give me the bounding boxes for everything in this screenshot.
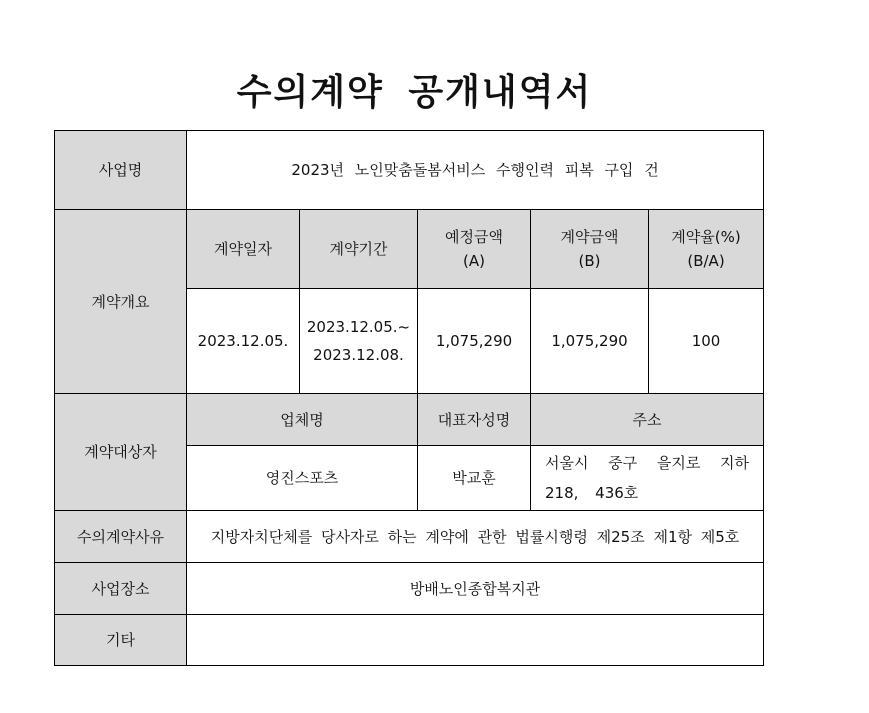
contract-rate-value: 100 bbox=[649, 289, 764, 394]
contract-amount-header-line2: (B) bbox=[578, 252, 601, 270]
estimated-amount-header bbox=[418, 210, 531, 289]
estimated-amount-value: 1,075,290 bbox=[418, 289, 531, 394]
estimated-amount-header-line1: 예정금액 bbox=[445, 228, 503, 246]
contract-amount-header bbox=[531, 210, 649, 289]
contract-rate-header bbox=[649, 210, 764, 289]
contract-summary-label: 계약개요 bbox=[55, 210, 187, 394]
contract-disclosure-table bbox=[54, 130, 764, 666]
contract-period-end: 2023.12.08. bbox=[313, 346, 404, 364]
company-name-value: 영진스포츠 bbox=[187, 446, 418, 511]
representative-value: 박교훈 bbox=[418, 446, 531, 511]
contract-amount-value: 1,075,290 bbox=[531, 289, 649, 394]
representative-header: 대표자성명 bbox=[418, 394, 531, 446]
address-value: 서울시 중구 을지로 지하 218, 436호 bbox=[531, 446, 764, 511]
contract-amount-header-line1: 계약금액 bbox=[560, 228, 619, 246]
contract-date-header: 계약일자 bbox=[187, 210, 300, 289]
contract-rate-header-line2: (B/A) bbox=[687, 252, 725, 270]
project-location-label: 사업장소 bbox=[55, 563, 187, 615]
contract-rate-header-line1: 계약율(%) bbox=[671, 228, 741, 246]
project-name-label: 사업명 bbox=[55, 131, 187, 210]
project-name-value: 2023년 노인맞춤돌봄서비스 수행인력 피복 구입 건 bbox=[187, 131, 764, 210]
other-value bbox=[187, 615, 764, 666]
estimated-amount-header-line2: (A) bbox=[463, 252, 485, 270]
contract-period-header: 계약기간 bbox=[300, 210, 418, 289]
contract-date-value: 2023.12.05. bbox=[187, 289, 300, 394]
project-location-value: 방배노인종합복지관 bbox=[187, 563, 764, 615]
company-name-header: 업체명 bbox=[187, 394, 418, 446]
document-title: 수의계약 공개내역서 bbox=[236, 72, 593, 113]
contract-period-start: 2023.12.05.~ bbox=[306, 317, 411, 336]
contractor-label: 계약대상자 bbox=[55, 394, 187, 511]
contract-reason-value: 지방자치단체를 당사자로 하는 계약에 관한 법률시행령 제25조 제1항 제5호 bbox=[187, 511, 764, 563]
address-header: 주소 bbox=[531, 394, 764, 446]
other-label: 기타 bbox=[55, 615, 187, 666]
contract-reason-label: 수의계약사유 bbox=[55, 511, 187, 563]
contract-period-value bbox=[300, 289, 418, 394]
